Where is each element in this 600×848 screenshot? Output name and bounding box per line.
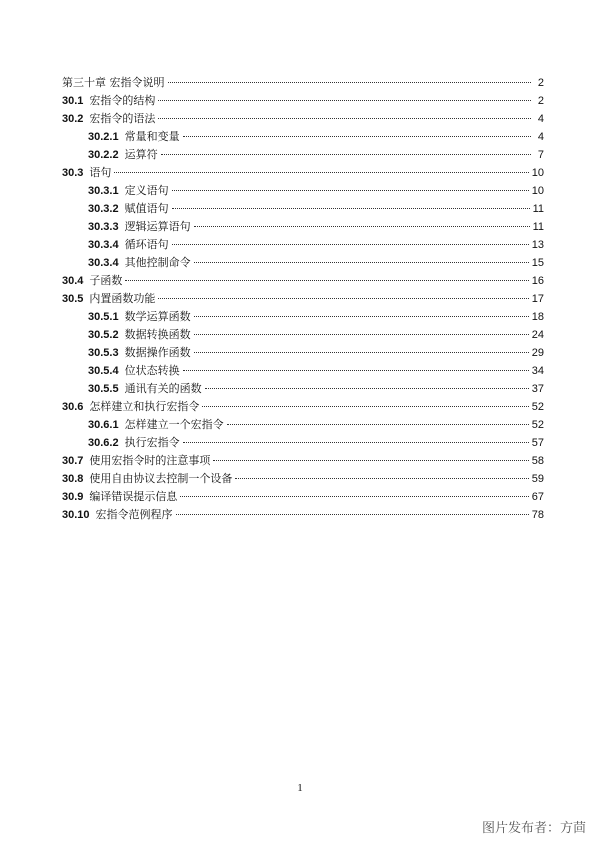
toc-leader-dots bbox=[202, 406, 528, 407]
toc-leader-dots bbox=[194, 316, 529, 317]
toc-leader-dots bbox=[172, 190, 529, 191]
toc-entry-page: 17 bbox=[531, 293, 544, 305]
toc-entry-number: 30.3.2 bbox=[88, 203, 119, 215]
toc-entry-title: 内置函数功能 bbox=[89, 292, 156, 305]
toc-entry-title: 第三十章 宏指令说明 bbox=[62, 76, 165, 89]
toc-entry-title: 子函数 bbox=[89, 274, 123, 287]
toc-entry-number: 30.2.1 bbox=[88, 131, 119, 143]
toc-leader-dots bbox=[168, 82, 532, 83]
toc-leader-dots bbox=[161, 154, 531, 155]
toc-entry-page: 24 bbox=[531, 329, 544, 341]
toc-entry bbox=[62, 74, 544, 92]
toc-entry bbox=[62, 164, 544, 182]
toc-entry bbox=[62, 110, 544, 128]
toc-entry-page: 59 bbox=[531, 473, 544, 485]
toc-leader-dots bbox=[227, 424, 529, 425]
toc-entry bbox=[62, 254, 544, 272]
toc-entry-number: 30.5.1 bbox=[88, 311, 119, 323]
toc-entry-page: 78 bbox=[531, 509, 544, 521]
toc-entry bbox=[62, 92, 544, 110]
toc-entry-title: 使用自由协议去控制一个设备 bbox=[89, 472, 233, 485]
toc-entry bbox=[62, 146, 544, 164]
toc-entry-number: 30.1 bbox=[62, 95, 84, 107]
toc-entry-title: 宏指令范例程序 bbox=[95, 508, 173, 521]
toc-entry-number: 30.9 bbox=[62, 491, 84, 503]
toc-entry bbox=[62, 182, 544, 200]
toc-entry-number: 30.3.4 bbox=[88, 239, 119, 251]
toc-leader-dots bbox=[213, 460, 528, 461]
toc-entry-number: 30.3.1 bbox=[88, 185, 119, 197]
toc-leader-dots bbox=[172, 208, 530, 209]
toc-entry-number: 30.5.2 bbox=[88, 329, 119, 341]
toc-entry bbox=[62, 362, 544, 380]
toc-entry-page: 11 bbox=[532, 221, 544, 233]
toc-entry-page: 15 bbox=[531, 257, 544, 269]
toc-entry-page: 57 bbox=[531, 437, 544, 449]
toc-entry-title: 数学运算函数 bbox=[124, 310, 191, 323]
toc-leader-dots bbox=[183, 370, 529, 371]
toc-leader-dots bbox=[183, 136, 531, 137]
toc-entry bbox=[62, 344, 544, 362]
toc-entry-title: 定义语句 bbox=[124, 184, 169, 197]
toc-entry-page: 2 bbox=[537, 95, 544, 107]
toc-entry-number: 30.3.4 bbox=[88, 257, 119, 269]
toc-leader-dots bbox=[194, 262, 529, 263]
toc-entry-page: 13 bbox=[531, 239, 544, 251]
toc-entry-number: 30.10 bbox=[62, 509, 90, 521]
toc-entry bbox=[62, 398, 544, 416]
toc-entry-title: 数据操作函数 bbox=[124, 346, 191, 359]
toc-entry-number: 30.6 bbox=[62, 401, 84, 413]
toc-entry bbox=[62, 236, 544, 254]
toc-entry-title: 循环语句 bbox=[124, 238, 169, 251]
toc-entry-page: 10 bbox=[531, 185, 544, 197]
toc-leader-dots bbox=[194, 334, 529, 335]
toc-entry-title: 通讯有关的函数 bbox=[124, 382, 202, 395]
publisher-watermark: 图片发布者：方茴 bbox=[481, 821, 586, 836]
toc-entry-number: 30.5.5 bbox=[88, 383, 119, 395]
toc-leader-dots bbox=[194, 352, 529, 353]
toc-entry bbox=[62, 434, 544, 452]
toc-entry-title: 怎样建立和执行宏指令 bbox=[89, 400, 200, 413]
toc-entry-page: 4 bbox=[537, 131, 544, 143]
toc-entry-title: 位状态转换 bbox=[124, 364, 180, 377]
toc-entry-page: 52 bbox=[531, 419, 544, 431]
toc-entry bbox=[62, 200, 544, 218]
toc-entry bbox=[62, 506, 544, 524]
toc-leader-dots bbox=[183, 442, 529, 443]
toc-entry-page: 11 bbox=[532, 203, 544, 215]
toc-entry-title: 语句 bbox=[89, 166, 112, 179]
toc-entry-number: 30.6.1 bbox=[88, 419, 119, 431]
toc-entry-number: 30.5 bbox=[62, 293, 84, 305]
table-of-contents bbox=[62, 74, 544, 524]
toc-entry bbox=[62, 290, 544, 308]
toc-entry bbox=[62, 416, 544, 434]
toc-leader-dots bbox=[176, 514, 529, 515]
toc-entry-number: 30.2.2 bbox=[88, 149, 119, 161]
toc-entry bbox=[62, 326, 544, 344]
toc-entry bbox=[62, 470, 544, 488]
toc-leader-dots bbox=[194, 226, 530, 227]
toc-leader-dots bbox=[114, 172, 528, 173]
toc-entry-page: 29 bbox=[531, 347, 544, 359]
toc-entry-title: 其他控制命令 bbox=[124, 256, 191, 269]
toc-entry bbox=[62, 128, 544, 146]
toc-leader-dots bbox=[172, 244, 529, 245]
toc-entry-title: 执行宏指令 bbox=[124, 436, 180, 449]
toc-entry bbox=[62, 272, 544, 290]
toc-entry-page: 16 bbox=[531, 275, 544, 287]
toc-entry-number: 30.4 bbox=[62, 275, 84, 287]
toc-entry-number: 30.7 bbox=[62, 455, 84, 467]
toc-entry-number: 30.5.3 bbox=[88, 347, 119, 359]
toc-entry-title: 运算符 bbox=[124, 148, 158, 161]
toc-entry-title: 编译错误提示信息 bbox=[89, 490, 178, 503]
toc-entry-page: 10 bbox=[531, 167, 544, 179]
toc-entry-title: 逻辑运算语句 bbox=[124, 220, 191, 233]
toc-leader-dots bbox=[158, 118, 531, 119]
toc-leader-dots bbox=[158, 100, 531, 101]
toc-entry-page: 2 bbox=[537, 77, 544, 89]
toc-entry-title: 宏指令的结构 bbox=[89, 94, 156, 107]
toc-leader-dots bbox=[205, 388, 529, 389]
toc-entry-page: 58 bbox=[531, 455, 544, 467]
toc-entry bbox=[62, 308, 544, 326]
toc-entry-title: 赋值语句 bbox=[124, 202, 169, 215]
toc-entry bbox=[62, 218, 544, 236]
toc-entry bbox=[62, 488, 544, 506]
toc-entry-page: 4 bbox=[537, 113, 544, 125]
toc-entry bbox=[62, 380, 544, 398]
toc-entry-page: 52 bbox=[531, 401, 544, 413]
toc-entry-page: 7 bbox=[537, 149, 544, 161]
toc-leader-dots bbox=[180, 496, 528, 497]
toc-entry-number: 30.6.2 bbox=[88, 437, 119, 449]
toc-entry-title: 使用宏指令时的注意事项 bbox=[89, 454, 211, 467]
toc-entry-number: 30.5.4 bbox=[88, 365, 119, 377]
toc-entry-title: 怎样建立一个宏指令 bbox=[124, 418, 224, 431]
page-number: 1 bbox=[297, 782, 303, 794]
toc-entry-number: 30.3.3 bbox=[88, 221, 119, 233]
toc-leader-dots bbox=[125, 280, 528, 281]
toc-entry-page: 34 bbox=[531, 365, 544, 377]
toc-entry-number: 30.3 bbox=[62, 167, 84, 179]
toc-entry-number: 30.8 bbox=[62, 473, 84, 485]
toc-leader-dots bbox=[158, 298, 528, 299]
toc-entry-title: 常量和变量 bbox=[124, 130, 180, 143]
toc-leader-dots bbox=[235, 478, 528, 479]
toc-entry bbox=[62, 452, 544, 470]
toc-entry-title: 数据转换函数 bbox=[124, 328, 191, 341]
toc-entry-number: 30.2 bbox=[62, 113, 84, 125]
toc-entry-page: 67 bbox=[531, 491, 544, 503]
toc-entry-page: 18 bbox=[531, 311, 544, 323]
toc-entry-page: 37 bbox=[531, 383, 544, 395]
toc-entry-title: 宏指令的语法 bbox=[89, 112, 156, 125]
